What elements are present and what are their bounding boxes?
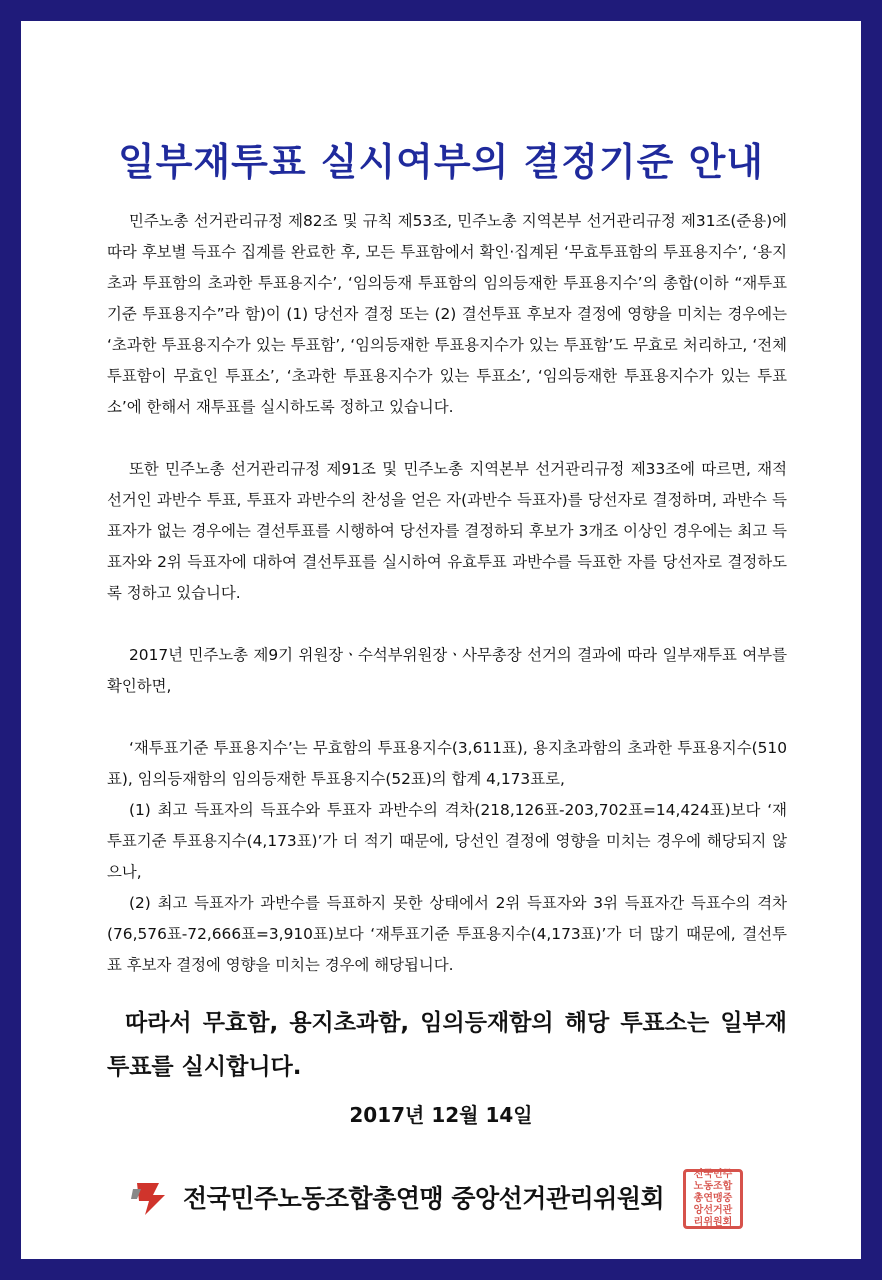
- paragraph-case-2: (2) 최고 득표자가 과반수를 득표하지 못한 상태에서 2위 득표자와 3위 득표자간 득표수의 격차(76,576표-72,666표=3,910표)보다 ‘재투표기준 투표용지수(4,173표)’가 더 많기 때문에, 결선투표 후보자 결정에 영향을 미치는 경우에 해당됩니다.: [107, 894, 787, 974]
- footer: [121, 1169, 761, 1229]
- paragraph-regulation: 민주노총 선거관리규정 제82조 및 규칙 제53조, 민주노총 지역본부 선거관리규정 제31조(준용)에 따라 후보별 득표수 집계를 완료한 후, 모든 투표함에서 확인·집계된 ‘무효투표함의 투표용지수’, ‘용지초과 투표함의 초과한 투표용지수’, ‘임의등재 투표함의 임의등재한 투표용지수’의 총합(이하 “재투표기준 투표용지수”라 함)이 (1) 당선자 결정 또는 (2) 결선투표 후보자 결정에 영향을 미치는 경우에는 ‘초과한 투표용지수가 있는 투표함’, ‘임의등재한 투표용지수가 있는 투표함’도 무효로 처리하고, ‘전체 투표함이 무효인 투표소’, ‘초과한 투표용지수가 있는 투표소’, ‘임의등재한 투표용지수가 있는 투표소’에 한해서 재투표를 실시하도록 정하고 있습니다.: [107, 212, 787, 416]
- notice-body: [107, 206, 787, 981]
- paragraph-case-1: (1) 최고 득표자의 득표수와 투표자 과반수의 격차(218,126표-203,702표=14,424표)보다 ‘재투표기준 투표용지수(4,173표)’가 더 적기 때문에, 당선인 결정에 영향을 미치는 경우에 해당되지 않으나,: [107, 801, 787, 881]
- paragraph-result-check: 2017년 민주노총 제9기 위원장ㆍ수석부위원장ㆍ사무총장 선거의 결과에 따라 일부재투표 여부를 확인하면,: [107, 646, 787, 695]
- notice-document: [21, 21, 861, 1259]
- notice-date: 2017년 12월 14일: [349, 1103, 533, 1127]
- kctu-logo-icon: [131, 1175, 175, 1219]
- paragraph-vote-total: ‘재투표기준 투표용지수’는 무효함의 투표용지수(3,611표), 용지초과함의 초과한 투표용지수(510표), 임의등재함의 임의등재한 투표용지수(52표)의 합계 4,173표로,: [107, 739, 787, 788]
- official-seal-icon: 전국민주노동조합총연맹중앙선거관리위원회: [683, 1169, 743, 1229]
- paragraph-election-rule: 또한 민주노총 선거관리규정 제91조 및 민주노총 지역본부 선거관리규정 제33조에 따르면, 재적 선거인 과반수 투표, 투표자 과반수의 찬성을 얻은 자(과반수 득표자)를 당선자로 결정하며, 과반수 득표자가 없는 경우에는 결선투표를 시행하여 당선자를 결정하되 후보가 3개조 이상인 경우에는 최고 득표자와 2위 득표자에 대하여 결선투표를 실시하여 유효투표 과반수를 득표한 자를 당선자로 결정하도록 정하고 있습니다.: [107, 460, 787, 602]
- page-title: 일부재투표 실시여부의 결정기준 안내: [117, 140, 765, 184]
- conclusion-statement: 따라서 무효함, 용지초과함, 임의등재함의 해당 투표소는 일부재투표를 실시합니다.: [107, 1010, 787, 1080]
- organization-name: 전국민주노동조합총연맹 중앙선거관리위원회: [183, 1184, 665, 1213]
